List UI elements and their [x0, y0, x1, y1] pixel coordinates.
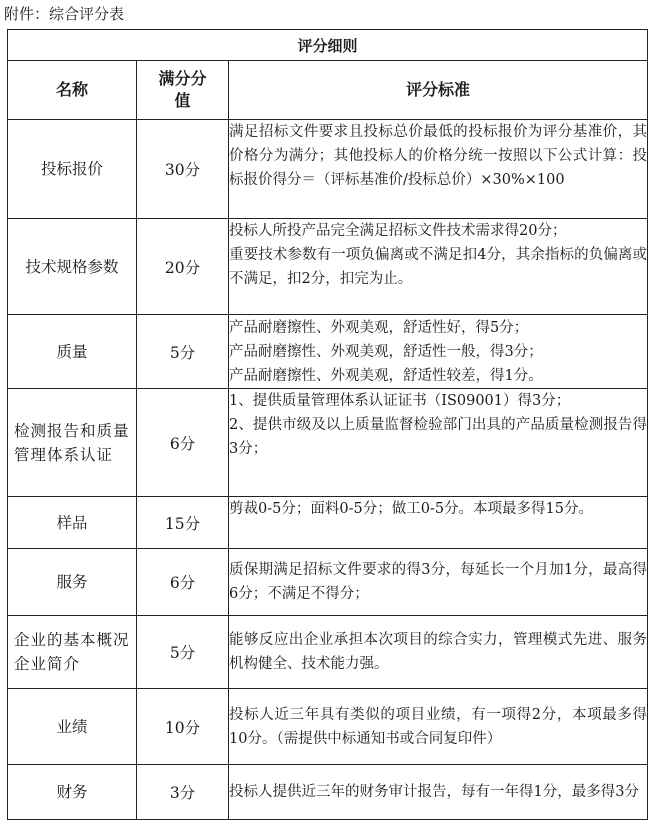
criteria-line: 剪裁0-5分；面料0-5分；做工0-5分。本项最多得15分。: [229, 501, 593, 517]
row-criteria: [229, 219, 648, 315]
criteria-line: 产品耐磨擦性、外观美观，舒适性一般，得3分；: [229, 343, 543, 360]
row-score: 10分: [137, 689, 229, 765]
criteria-line: 1、提供质量管理体系认证证书（IS09001）得3分；: [229, 393, 571, 409]
row-criteria: [229, 315, 648, 389]
table-row: [8, 616, 648, 689]
criteria-line: 2、提供市级及以上质量监督检验部门出具的产品质量检测报告得3分；: [229, 417, 648, 457]
scoring-table: [7, 29, 648, 820]
header-max-score-line1: 满分分: [158, 69, 207, 88]
criteria-line: 能够反应出企业承担本次项目的综合实力，管理模式先进、服务机构健全、技术能力强。: [229, 632, 648, 672]
row-criteria: [229, 616, 648, 689]
criteria-line: 重要技术参数有一项负偏离或不满足扣4分，其余指标的负偏离或不满足，扣2分，扣完为止。: [229, 247, 648, 287]
header-max-score: [137, 61, 229, 120]
criteria-line: 满足招标文件要求且投标总价最低的投标报价为评分基准价，其价格分为满分；其他投标人的价格分统一按照以下公式计算：投标报价得分＝（评标基准价/投标总价）×30%×100: [229, 124, 648, 188]
header-criteria: 评分标准: [229, 61, 648, 120]
table-header-row: [8, 61, 648, 120]
table-title: 评分细则: [8, 30, 648, 61]
table-row: [8, 765, 648, 820]
row-score: 5分: [137, 315, 229, 389]
row-criteria: [229, 120, 648, 219]
row-name: 检测报告和质量管理体系认证: [8, 389, 137, 497]
row-score: 15分: [137, 497, 229, 549]
criteria-line: 质保期满足招标文件要求的得3分，每延长一个月加1分，最高得6分；不满足不得分；: [229, 562, 648, 602]
row-criteria: [229, 389, 648, 497]
row-criteria: [229, 765, 648, 820]
header-name: 名称: [8, 61, 137, 120]
row-score: 30分: [137, 120, 229, 219]
row-name: 企业的基本概况企业简介: [8, 616, 137, 689]
header-max-score-line2: 值: [174, 91, 191, 110]
table-row: [8, 689, 648, 765]
row-name: 样品: [8, 497, 137, 549]
row-score: 6分: [137, 549, 229, 616]
row-score: 20分: [137, 219, 229, 315]
table-row: [8, 497, 648, 549]
row-score: 5分: [137, 616, 229, 689]
table-row: [8, 389, 648, 497]
criteria-line: 产品耐磨擦性、外观美观，舒适性较差，得1分。: [229, 367, 543, 384]
row-score: 6分: [137, 389, 229, 497]
row-criteria: [229, 549, 648, 616]
table-row: [8, 315, 648, 389]
table-row: [8, 120, 648, 219]
row-criteria: [229, 497, 648, 549]
row-name: 财务: [8, 765, 137, 820]
criteria-line: 投标人所投产品完全满足招标文件技术需求得20分；: [229, 223, 567, 239]
row-criteria: [229, 689, 648, 765]
attachment-label: 附件：综合评分表: [4, 5, 125, 23]
criteria-line: 投标人提供近三年的财务审计报告，每有一年得1分，最多得3分: [229, 784, 639, 800]
row-score: 3分: [137, 765, 229, 820]
row-name: 业绩: [8, 689, 137, 765]
criteria-line: 产品耐磨擦性、外观美观，舒适性好，得5分；: [229, 319, 529, 336]
row-name: 技术规格参数: [8, 219, 137, 315]
row-name: 服务: [8, 549, 137, 616]
table-title-row: [8, 30, 648, 61]
table-row: [8, 549, 648, 616]
table-row: [8, 219, 648, 315]
row-name: 投标报价: [8, 120, 137, 219]
row-name: 质量: [8, 315, 137, 389]
criteria-line: 投标人近三年具有类似的项目业绩，有一项得2分，本项最多得10分。（需提供中标通知书或合同复印件）: [229, 706, 648, 747]
